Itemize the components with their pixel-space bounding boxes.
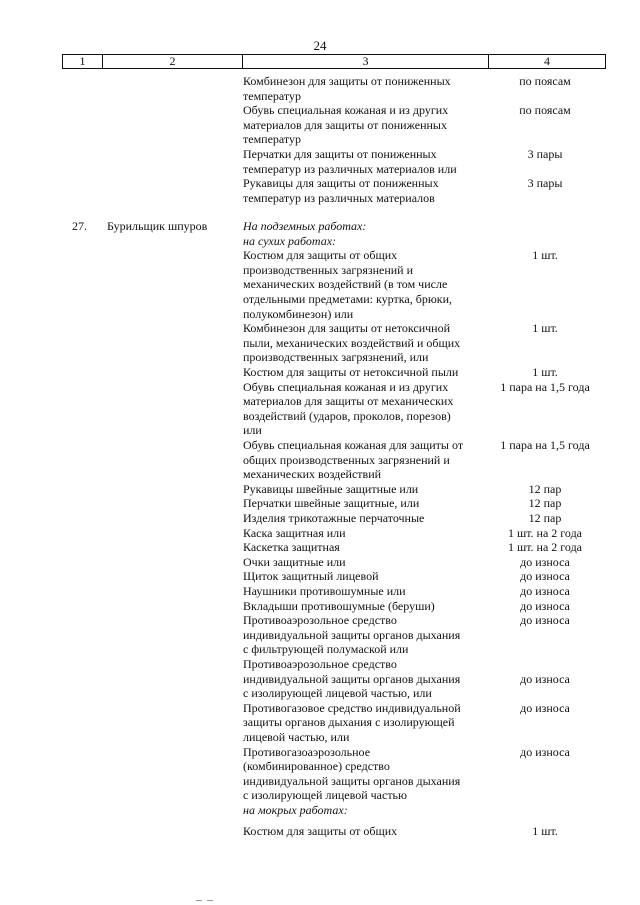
document-line bbox=[0, 730, 640, 745]
ppe-description: механических воздействий bbox=[243, 467, 382, 481]
document-line bbox=[0, 277, 640, 292]
document-line bbox=[0, 803, 640, 818]
ppe-description: температур bbox=[243, 132, 302, 146]
ppe-description: полукомбинезон) или bbox=[243, 307, 354, 321]
document-line bbox=[0, 409, 640, 424]
issue-norm: 3 пары bbox=[527, 147, 563, 161]
issue-norm: 1 шт. bbox=[532, 365, 558, 379]
issue-norm: до износа bbox=[520, 701, 570, 715]
item-number: 27. bbox=[72, 219, 87, 233]
ppe-description: Костюм для защиты от общих bbox=[243, 248, 398, 262]
issue-norm: 1 пара на 1,5 года bbox=[500, 438, 590, 452]
ppe-description: на сухих работах: bbox=[243, 234, 337, 248]
ppe-description: пыли, механических воздействий и общих bbox=[243, 336, 461, 350]
document-line bbox=[0, 774, 640, 789]
document-line bbox=[0, 147, 640, 162]
document-line bbox=[0, 219, 640, 234]
document-line bbox=[0, 263, 640, 278]
issue-norm: 12 пар bbox=[528, 482, 562, 496]
document-line bbox=[0, 511, 640, 526]
ppe-description: Противогазовое средство индивидуальной bbox=[243, 701, 461, 715]
document-line bbox=[0, 350, 640, 365]
document-line bbox=[0, 394, 640, 409]
ppe-description: с изолирующей лицевой частью, или bbox=[243, 686, 432, 700]
ppe-description: с фильтрующей полумаской или bbox=[243, 642, 409, 656]
ppe-description: с изолирующей лицевой частью bbox=[243, 788, 407, 802]
column-header-1: 1 bbox=[63, 55, 103, 69]
ppe-description: Рукавицы для защиты от пониженных bbox=[243, 176, 439, 190]
ppe-description: Рукавицы швейные защитные или bbox=[243, 482, 419, 496]
document-line bbox=[0, 613, 640, 628]
issue-norm: 3 пары bbox=[527, 176, 563, 190]
document-line bbox=[0, 74, 640, 89]
ppe-description: или bbox=[243, 423, 262, 437]
issue-norm: до износа bbox=[520, 599, 570, 613]
issue-norm: до износа bbox=[520, 672, 570, 686]
document-line bbox=[0, 438, 640, 453]
issue-norm: 12 пар bbox=[528, 511, 562, 525]
ppe-description: механических воздействий (в том числе bbox=[243, 277, 448, 291]
ppe-description: защиты органов дыхания с изолирующей bbox=[243, 715, 455, 729]
issue-norm: по поясам bbox=[519, 103, 571, 117]
document-line bbox=[0, 759, 640, 774]
ppe-description: отдельными предметами: куртка, брюки, bbox=[243, 292, 453, 306]
ppe-description: Костюм для защиты от общих bbox=[243, 824, 398, 838]
column-header-3: 3 bbox=[243, 55, 489, 69]
ppe-description: общих производственных загрязнений и bbox=[243, 453, 450, 467]
document-line bbox=[0, 824, 640, 839]
ppe-description: материалов для защиты от механических bbox=[243, 394, 454, 408]
ppe-description: Обувь специальная кожаная для защиты от bbox=[243, 438, 464, 452]
scan-mark bbox=[196, 900, 202, 901]
ppe-description: индивидуальной защиты органов дыхания bbox=[243, 628, 461, 642]
ppe-description: на мокрых работах: bbox=[243, 803, 348, 817]
scan-mark bbox=[207, 900, 213, 901]
ppe-description: Комбинезон для защиты от нетоксичной bbox=[243, 321, 451, 335]
document-line bbox=[0, 89, 640, 104]
document-line bbox=[0, 482, 640, 497]
document-line bbox=[0, 496, 640, 511]
issue-norm: 1 пара на 1,5 года bbox=[500, 380, 590, 394]
ppe-description: воздействий (ударов, проколов, порезов) bbox=[243, 409, 451, 423]
ppe-description: На подземных работах: bbox=[243, 219, 367, 233]
ppe-description: (комбинированное) средство bbox=[243, 759, 390, 773]
document-line bbox=[0, 321, 640, 336]
ppe-description: температур bbox=[243, 89, 302, 103]
document-line bbox=[0, 103, 640, 118]
ppe-description: Каска защитная или bbox=[243, 526, 346, 540]
document-line bbox=[0, 715, 640, 730]
document-line bbox=[0, 132, 640, 147]
ppe-description: материалов для защиты от пониженных bbox=[243, 118, 447, 132]
document-line bbox=[0, 745, 640, 760]
column-header-2: 2 bbox=[103, 55, 243, 69]
column-header-4: 4 bbox=[489, 55, 606, 69]
document-line bbox=[0, 599, 640, 614]
document-line bbox=[0, 569, 640, 584]
document-line bbox=[0, 672, 640, 687]
document-line bbox=[0, 467, 640, 482]
ppe-description: индивидуальной защиты органов дыхания bbox=[243, 774, 461, 788]
ppe-description: Противоаэрозольное средство bbox=[243, 657, 397, 671]
column-header-table bbox=[62, 54, 606, 69]
issue-norm: 1 шт. bbox=[532, 321, 558, 335]
ppe-description: Вкладыши противошумные (беруши) bbox=[243, 599, 435, 613]
ppe-description: Комбинезон для защиты от пониженных bbox=[243, 74, 451, 88]
document-line bbox=[0, 248, 640, 263]
ppe-description: Противоаэрозольное средство bbox=[243, 613, 397, 627]
ppe-description: индивидуальной защиты органов дыхания bbox=[243, 672, 461, 686]
ppe-description: Изделия трикотажные перчаточные bbox=[243, 511, 425, 525]
issue-norm: 1 шт. bbox=[532, 824, 558, 838]
issue-norm: 1 шт. на 2 года bbox=[507, 526, 583, 540]
issue-norm: до износа bbox=[520, 613, 570, 627]
ppe-description: Наушники противошумные или bbox=[243, 584, 406, 598]
issue-norm: по поясам bbox=[519, 74, 571, 88]
document-line bbox=[0, 365, 640, 380]
issue-norm: 1 шт. на 2 года bbox=[507, 540, 583, 554]
issue-norm: до износа bbox=[520, 569, 570, 583]
document-line bbox=[0, 234, 640, 249]
document-line bbox=[0, 336, 640, 351]
document-line bbox=[0, 526, 640, 541]
document-line bbox=[0, 380, 640, 395]
ppe-description: Щиток защитный лицевой bbox=[243, 569, 379, 583]
ppe-description: Противогазоаэрозольное bbox=[243, 745, 371, 759]
issue-norm: до износа bbox=[520, 584, 570, 598]
document-line bbox=[0, 423, 640, 438]
document-line bbox=[0, 307, 640, 322]
issue-norm: 12 пар bbox=[528, 496, 562, 510]
ppe-description: Перчатки швейные защитные, или bbox=[243, 496, 420, 510]
document-line bbox=[0, 118, 640, 133]
issue-norm: до износа bbox=[520, 555, 570, 569]
page-number: 24 bbox=[313, 38, 327, 53]
document-line bbox=[0, 788, 640, 803]
issue-norm: до износа bbox=[520, 745, 570, 759]
issue-norm: 1 шт. bbox=[532, 248, 558, 262]
document-line bbox=[0, 584, 640, 599]
document-line bbox=[0, 701, 640, 716]
ppe-description: производственных загрязнений, или bbox=[243, 350, 429, 364]
document-line bbox=[0, 191, 640, 206]
ppe-description: производственных загрязнений и bbox=[243, 263, 414, 277]
ppe-description: Костюм для защиты от нетоксичной пыли bbox=[243, 365, 459, 379]
profession-name: Бурильщик шпуров bbox=[107, 219, 208, 233]
document-line bbox=[0, 628, 640, 643]
ppe-description: Перчатки для защиты от пониженных bbox=[243, 147, 437, 161]
document-line bbox=[0, 686, 640, 701]
document-line bbox=[0, 555, 640, 570]
document-line bbox=[0, 292, 640, 307]
ppe-description: Обувь специальная кожаная и из других bbox=[243, 380, 449, 394]
ppe-description: температур из различных материалов или bbox=[243, 162, 457, 176]
ppe-description: температур из различных материалов bbox=[243, 191, 435, 205]
ppe-description: лицевой частью, или bbox=[243, 730, 350, 744]
document-line bbox=[0, 453, 640, 468]
document-line bbox=[0, 162, 640, 177]
ppe-description: Обувь специальная кожаная и из других bbox=[243, 103, 449, 117]
document-line bbox=[0, 642, 640, 657]
document-line bbox=[0, 176, 640, 191]
document-line bbox=[0, 540, 640, 555]
ppe-description: Каскетка защитная bbox=[243, 540, 340, 554]
ppe-description: Очки защитные или bbox=[243, 555, 346, 569]
document-line bbox=[0, 657, 640, 672]
